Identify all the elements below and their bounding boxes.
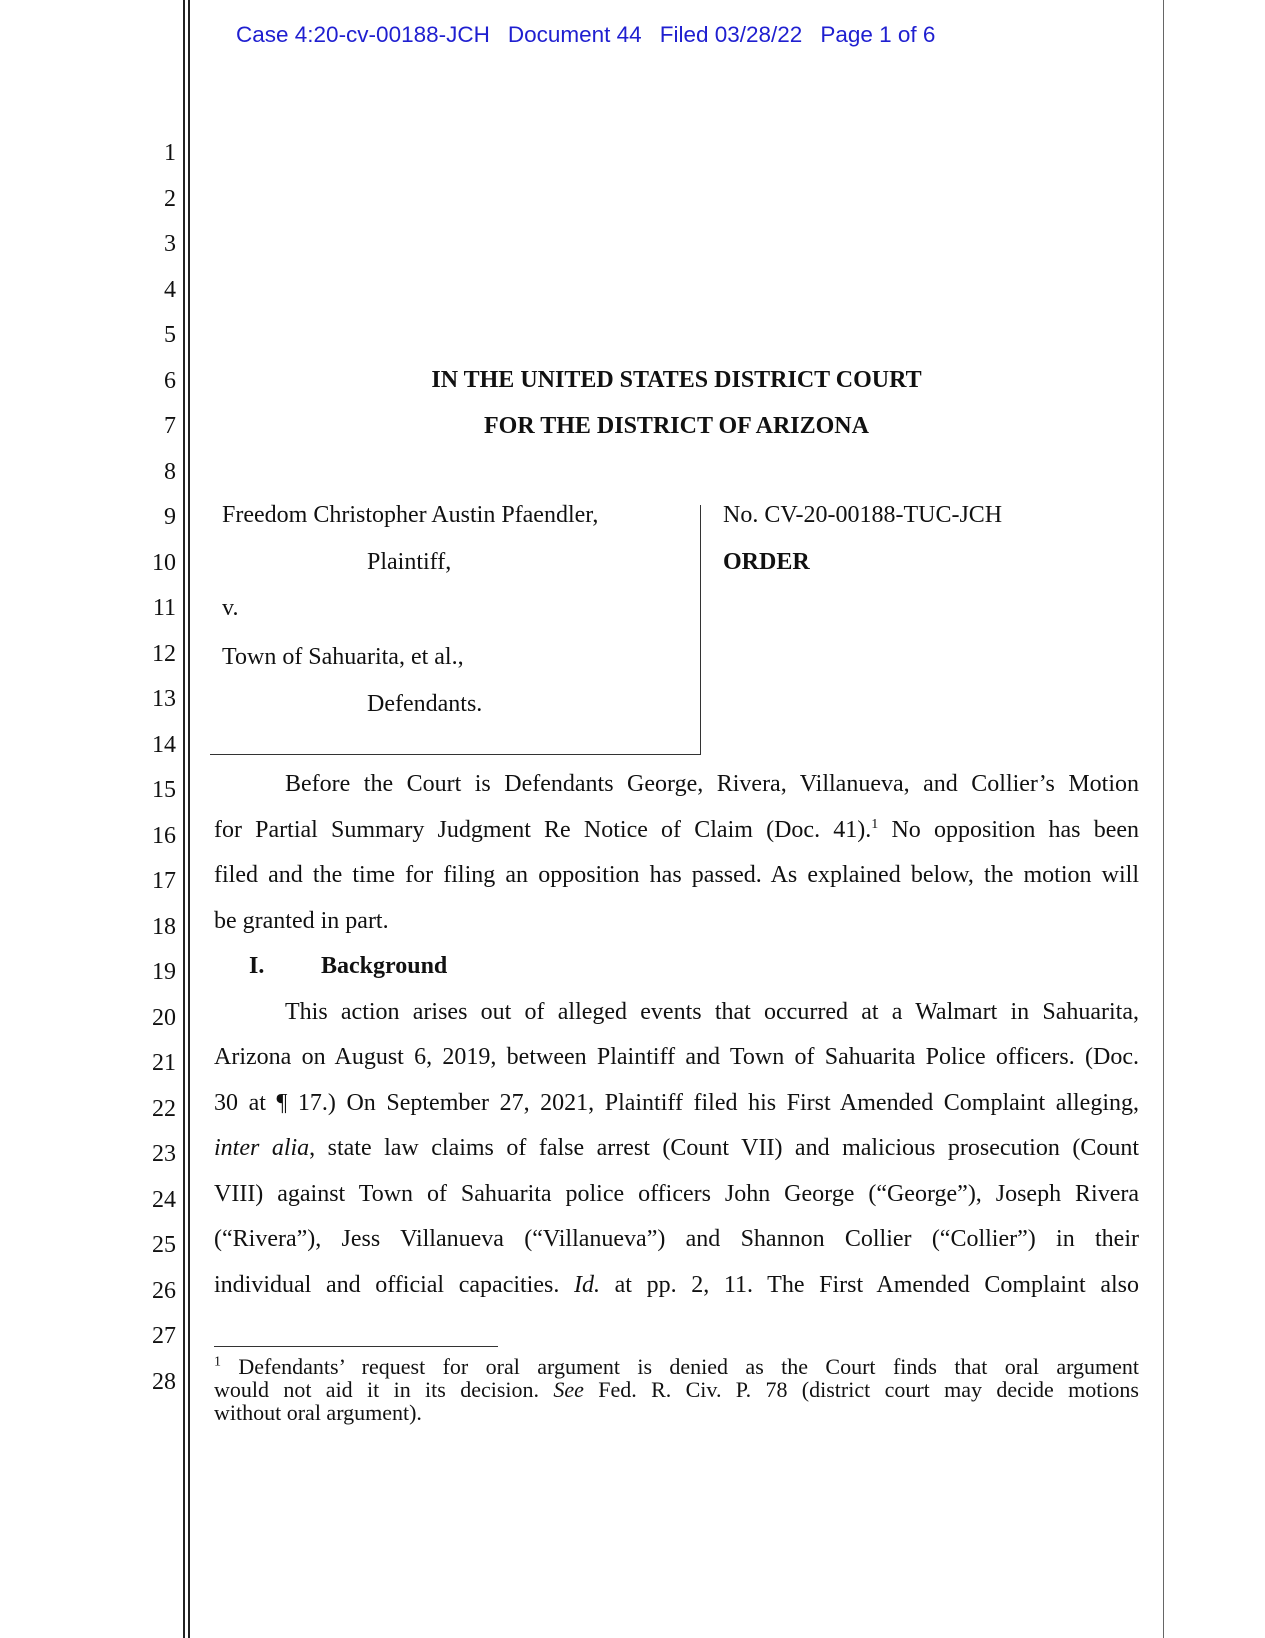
body-line-18: be granted in part. [214,908,389,934]
line-number: 11 [152,595,176,621]
body-line-23 [214,1134,1139,1162]
text: Id. [573,1272,600,1298]
right-margin-rule [1163,0,1164,1638]
text: See [553,1377,584,1402]
line-number: 9 [164,504,176,530]
document-title: ORDER [723,549,810,575]
footnote-marker: 1 [214,1354,221,1370]
line-number: 24 [152,1186,176,1213]
left-margin-rule-2 [188,0,190,1638]
line-number: 1 [164,140,176,166]
body-line-24: VIII) against Town of Sahuarita police officers John George (“George”), Joseph Rivera [214,1181,1139,1207]
left-margin-rule-1 [183,0,185,1638]
footnote-line-3: without oral argument). [214,1400,422,1425]
line-number: 6 [164,367,176,394]
caption-horizontal-divider [210,754,701,755]
court-name-line1: IN THE UNITED STATES DISTRICT COURT [431,367,922,393]
line-number: 26 [152,1277,176,1304]
text: for Partial Summary Judgment Re Notice of Claim (Doc. 41). [214,817,872,843]
body-line-16 [214,816,1139,844]
text: No opposition has been [891,817,1140,843]
footnote-line-2 [214,1378,1139,1401]
line-number: 3 [164,231,176,257]
body-line-25: (“Rivera”), Jess Villanueva (“Villanueva”) and Shannon Collier (“Collier”) in their [214,1226,1139,1252]
plaintiff-name: Freedom Christopher Austin Pfaendler, [222,502,599,528]
text: would not aid it in its decision. [214,1377,554,1402]
section-heading: Background [321,953,448,979]
defendant-role: Defendants. [367,691,483,717]
line-number: 27 [152,1323,176,1349]
line-number: 22 [152,1095,176,1122]
text: at pp. 2, 11. The First Amended Complaint also [599,1272,1139,1298]
line-number: 18 [152,913,176,940]
court-name-line2: FOR THE DISTRICT OF ARIZONA [484,413,869,439]
body-line-20: This action arises out of alleged events that occurred at a Walmart in Sahuarita, [285,999,1139,1025]
versus: v. [222,595,239,621]
line-number: 20 [152,1004,176,1031]
line-number: 14 [152,731,176,758]
document-number-header: Document 44 [507,22,642,47]
line-number: 10 [152,549,176,576]
line-number: 21 [152,1050,176,1076]
section-number: I. [249,953,265,979]
case-number: No. CV-20-00188-TUC-JCH [723,502,1003,528]
plaintiff-role: Plaintiff, [367,549,452,575]
line-number: 25 [152,1232,176,1258]
line-number: 12 [152,640,176,667]
text: individual and official capacities. [214,1272,574,1298]
text: Defendants’ request for oral argument is denied as the Court finds that oral argument [238,1354,1140,1379]
line-number: 15 [152,777,176,803]
filed-date-header: Filed 03/28/22 [659,22,803,47]
line-number: 19 [152,959,176,985]
line-number: 13 [152,686,176,712]
body-line-26 [214,1271,1139,1299]
line-number: 23 [152,1141,176,1167]
text: , state law claims of false arrest (Count VII) and malicious prosecution (Count [309,1135,1139,1161]
ecf-header [236,22,935,48]
footnote-line-1 [214,1355,1139,1378]
footnote-separator [214,1346,498,1347]
text: Fed. R. Civ. P. 78 (district court may decide motions [583,1377,1139,1402]
body-line-15: Before the Court is Defendants George, Rivera, Villanueva, and Collier’s Motion [285,771,1139,797]
line-number: 16 [152,822,176,849]
line-number: 2 [164,185,176,212]
text: inter alia [214,1135,310,1161]
body-line-17: filed and the time for filing an opposition has passed. As explained below, the motion will [214,862,1139,888]
page-number-header: Page 1 of 6 [820,22,936,47]
body-line-21: Arizona on August 6, 2019, between Plaintiff and Town of Sahuarita Police officers. (Doc. [214,1044,1139,1070]
line-number: 8 [164,458,176,485]
line-number: 28 [152,1368,176,1395]
line-number: 5 [164,322,176,348]
case-number-header: Case 4:20-cv-00188-JCH [236,22,490,47]
line-number: 4 [164,276,176,303]
body-line-22: 30 at ¶ 17.) On September 27, 2021, Plaintiff filed his First Amended Complaint alleging, [214,1090,1139,1116]
caption-vertical-divider [700,505,701,755]
line-number: 7 [164,413,176,439]
line-number: 17 [152,868,176,894]
defendant-name: Town of Sahuarita, et al., [222,644,464,670]
footnote-ref: 1 [871,817,879,832]
